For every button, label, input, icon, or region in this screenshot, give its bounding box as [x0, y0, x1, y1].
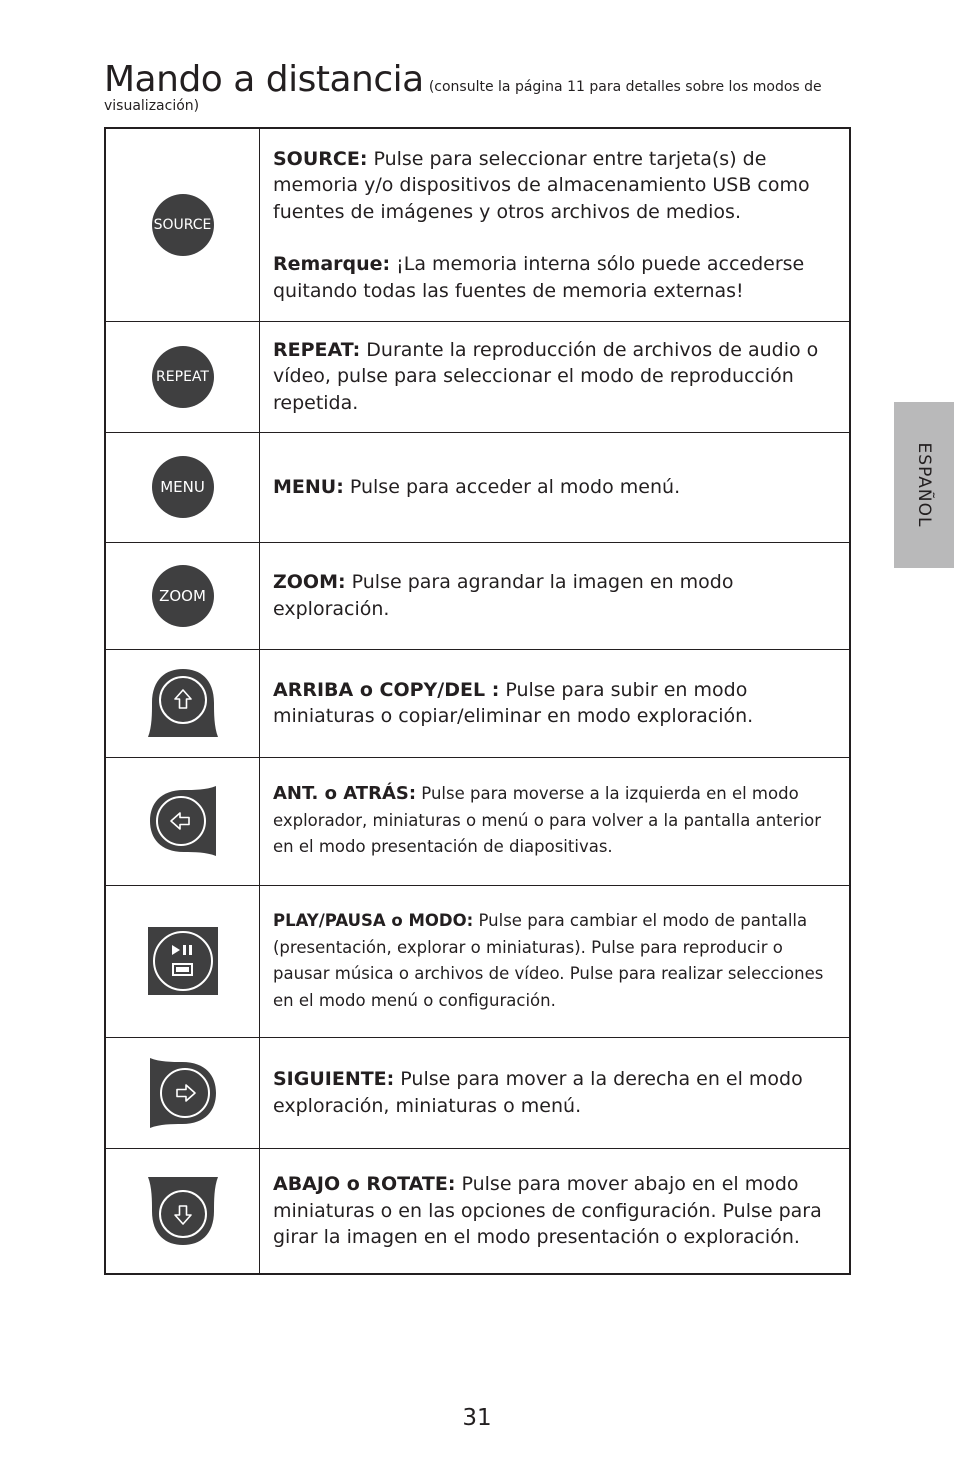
row-text: Pulse para mover a la derecha en el modo exploración, miniaturas o menú. [273, 1068, 803, 1117]
table-row [105, 1037, 850, 1148]
description-cell [260, 1148, 851, 1274]
description-cell [260, 432, 851, 542]
table-row [105, 1148, 850, 1274]
row-lead: MENU: [273, 475, 344, 498]
table-row [105, 885, 850, 1037]
row-lead: ZOOM: [273, 571, 346, 593]
icon-cell [105, 321, 260, 432]
row-lead: ANT. o ATRÁS: [273, 783, 417, 805]
icon-cell [105, 542, 260, 649]
right-arrow-button-icon [148, 1056, 218, 1130]
row-text: Pulse para agrandar la imagen en modo exploración. [273, 571, 734, 620]
description-cell [260, 128, 851, 321]
menu-button-icon: MENU [152, 456, 214, 518]
icon-cell [105, 432, 260, 542]
down-arrow-button-icon [146, 1175, 220, 1247]
table-row [105, 321, 850, 432]
row-text: Pulse para seleccionar entre tarjeta(s) de memoria y/o dispositivos de almacenamiento USB como fuentes de imágenes y otros archivos de medios. [273, 147, 810, 223]
page-subtitle-continued: visualización) [104, 98, 200, 114]
icon-cell [105, 757, 260, 885]
table-row [105, 542, 850, 649]
description-cell [260, 542, 851, 649]
page-number: 31 [462, 1405, 492, 1431]
page-title: Mando a distancia [104, 59, 424, 100]
table-row [105, 757, 850, 885]
remote-control-table [104, 127, 851, 1275]
icon-cell [105, 1148, 260, 1274]
row-text: Pulse para mover abajo en el modo miniaturas o en las opciones de configuración. Pulse para girar la imagen en el modo presentación o exploración. [273, 1173, 822, 1248]
icon-cell [105, 1037, 260, 1148]
table-row [105, 649, 850, 757]
description-cell [260, 1037, 851, 1148]
description-cell [260, 649, 851, 757]
description-cell [260, 885, 851, 1037]
up-arrow-button-icon [146, 667, 220, 739]
row-lead-note: Remarque: [273, 253, 391, 275]
description-cell [260, 321, 851, 432]
row-lead: REPEAT: [273, 338, 361, 361]
row-lead: SIGUIENTE: [273, 1068, 395, 1090]
row-text: Pulse para acceder al modo menú. [343, 475, 681, 498]
row-text: Pulse para subir en modo miniaturas o copiar/eliminar en modo exploración. [273, 678, 754, 727]
icon-cell [105, 649, 260, 757]
table-row [105, 128, 850, 321]
row-text: Durante la reproducción de archivos de audio o vídeo, pulse para seleccionar el modo de reproducción repetida. [273, 338, 819, 414]
row-lead: SOURCE: [273, 147, 368, 170]
page-subtitle: (consulte la página 11 para detalles sobre los modos de [428, 79, 822, 95]
row-lead: PLAY/PAUSA o MODO: [273, 911, 474, 930]
icon-cell [105, 128, 260, 321]
left-arrow-button-icon [148, 784, 218, 858]
row-text: Pulse para moverse a la izquierda en el modo explorador, miniaturas o menú o para volver a la pantalla anterior en el modo presentación de diapositivas. [273, 784, 822, 857]
row-lead: ABAJO o ROTATE: [273, 1173, 456, 1195]
source-button-icon: SOURCE [152, 194, 214, 256]
row-text-note: ¡La memoria interna sólo puede accederse quitando todas las fuentes de memoria externas! [273, 253, 805, 302]
page-header [104, 60, 824, 114]
icon-cell [105, 885, 260, 1037]
play-pause-mode-button-icon [148, 927, 218, 995]
table-row [105, 432, 850, 542]
row-lead: ARRIBA o COPY/DEL : [273, 678, 500, 701]
language-tab-label: ESPAÑOL [914, 442, 934, 528]
zoom-button-icon: ZOOM [152, 565, 214, 627]
repeat-button-icon: REPEAT [152, 346, 214, 408]
description-cell [260, 757, 851, 885]
language-tab [894, 402, 954, 568]
row-text: Pulse para cambiar el modo de pantalla (presentación, explorar o miniaturas). Pulse para reproducir o pausar música o archivos de vídeo. Pulse para realizar selecciones en el modo menú o configuración. [273, 911, 824, 1010]
